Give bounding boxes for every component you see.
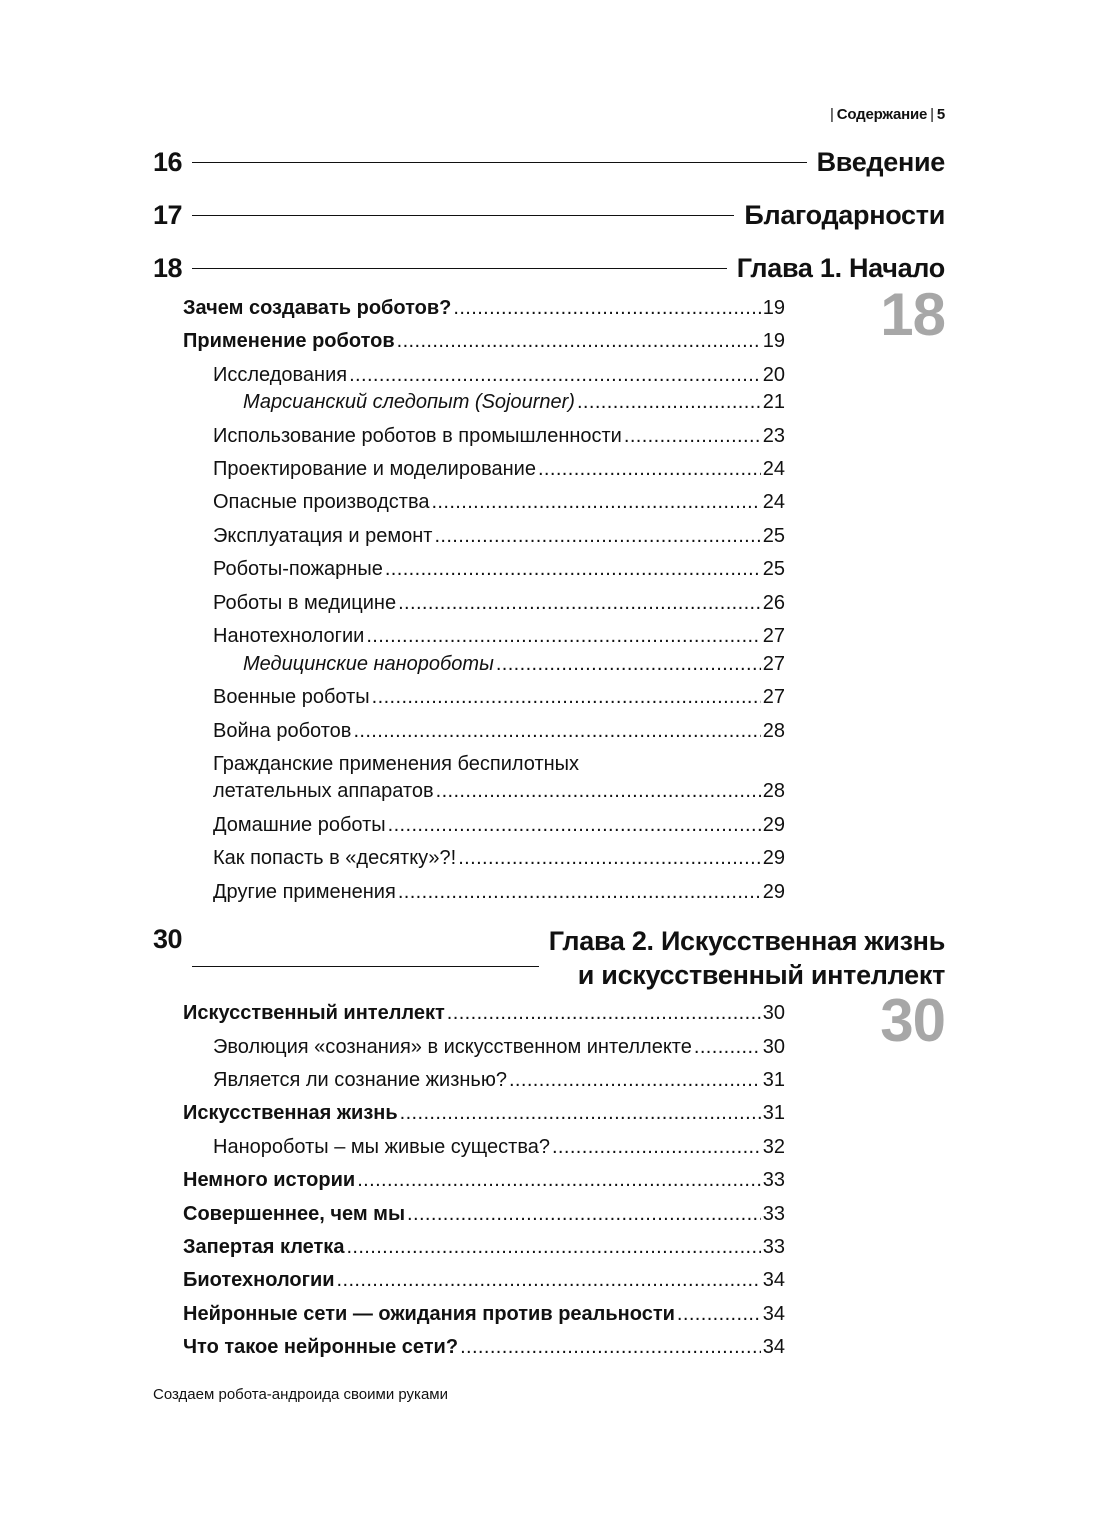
toc-entry-page: 28 xyxy=(762,720,785,742)
toc-entry[interactable] xyxy=(213,1069,785,1091)
toc-entry[interactable] xyxy=(183,1203,785,1225)
toc-entry[interactable] xyxy=(213,881,785,903)
toc-entry-text: Биотехнологии xyxy=(183,1269,335,1291)
dot-leader xyxy=(453,297,760,319)
chapter-page-number: 18 xyxy=(153,253,183,283)
chapter-page-number: 16 xyxy=(153,147,183,177)
toc-entry[interactable] xyxy=(213,1036,785,1058)
toc-entry[interactable] xyxy=(183,330,785,352)
leader-rule xyxy=(192,162,807,163)
dot-leader xyxy=(357,1169,761,1191)
toc-entry-text: Роботы-пожарные xyxy=(213,558,383,580)
toc-entry-text: Совершеннее, чем мы xyxy=(183,1203,406,1225)
toc-entry-text: Искусственная жизнь xyxy=(183,1102,398,1124)
dot-leader xyxy=(431,491,760,513)
toc-entry-page: 19 xyxy=(762,297,785,319)
dot-leader xyxy=(398,881,761,903)
toc-entry[interactable] xyxy=(213,425,785,447)
toc-entry-text: Медицинские нанороботы xyxy=(243,653,494,675)
toc-entry-page: 30 xyxy=(762,1002,785,1024)
toc-entry-text: Искусственный интеллект xyxy=(183,1002,445,1024)
dot-leader xyxy=(552,1136,761,1158)
toc-entry-text: Военные роботы xyxy=(213,686,370,708)
toc-entry-text: Гражданские применения беспилотных xyxy=(213,753,580,775)
toc-entry[interactable] xyxy=(183,297,785,319)
toc-entry[interactable] xyxy=(213,525,785,547)
toc-entry[interactable] xyxy=(213,625,785,647)
toc-entry-text: Эксплуатация и ремонт xyxy=(213,525,433,547)
chapter-title: Глава 1. Начало xyxy=(736,253,945,283)
toc-entry-text: Другие применения xyxy=(213,881,396,903)
dot-leader xyxy=(694,1036,761,1058)
toc-entry[interactable] xyxy=(183,1336,785,1358)
toc-entry[interactable] xyxy=(183,1169,785,1191)
toc-entry[interactable] xyxy=(213,458,785,480)
chapter-big-page-number: 30 xyxy=(880,987,945,1054)
toc-entry-page: 34 xyxy=(762,1303,785,1325)
toc-entry[interactable] xyxy=(183,1102,785,1124)
toc-chapter-acknowledgements[interactable] xyxy=(153,200,945,231)
toc-entry-page: 33 xyxy=(762,1236,785,1258)
toc-entry-text: Применение роботов xyxy=(183,330,395,352)
toc-entry-page: 30 xyxy=(762,1036,785,1058)
running-head: | Содержание | 5 xyxy=(830,106,945,123)
toc-entry-text: Запертая клетка xyxy=(183,1236,345,1258)
toc-entry[interactable] xyxy=(213,364,785,386)
toc-entry-page: 25 xyxy=(762,558,785,580)
chapter-title-line-1: Глава 2. Искусственная жизнь xyxy=(548,926,945,956)
chapter-title-line-2: и искусственный интеллект xyxy=(577,960,945,990)
dot-leader xyxy=(624,425,761,447)
toc-entry-page: 27 xyxy=(762,686,785,708)
chapter-title xyxy=(549,924,945,992)
toc-entry-page: 33 xyxy=(762,1203,785,1225)
dot-leader xyxy=(677,1303,761,1325)
chapter-page-number: 30 xyxy=(153,924,183,954)
dot-leader xyxy=(400,1102,761,1124)
toc-entry-text: Что такое нейронные сети? xyxy=(183,1336,459,1358)
running-head-section: Содержание xyxy=(836,106,928,123)
toc-entry-page: 26 xyxy=(762,592,785,614)
chapter-title: Благодарности xyxy=(744,200,945,230)
dot-leader xyxy=(366,625,760,647)
toc-entry-page: 32 xyxy=(762,1136,785,1158)
dot-leader xyxy=(509,1069,761,1091)
toc-entry-text: Как попасть в «десятку»?! xyxy=(213,847,457,869)
toc-entry-page: 29 xyxy=(762,847,785,869)
toc-entry-text: Нейронные сети — ожидания против реальности xyxy=(183,1303,675,1325)
dot-leader xyxy=(496,653,761,675)
toc-entry[interactable] xyxy=(243,391,785,413)
toc-entry-page: 24 xyxy=(762,458,785,480)
toc-entry-text: Немного истории xyxy=(183,1169,356,1191)
toc-entry-text: Использование роботов в промышленности xyxy=(213,425,622,447)
toc-chapter-1[interactable] xyxy=(153,253,945,284)
dot-leader xyxy=(385,558,761,580)
dot-leader xyxy=(337,1269,761,1291)
leader-rule xyxy=(192,215,734,216)
dot-leader xyxy=(407,1203,761,1225)
toc-entry-page: 31 xyxy=(762,1102,785,1124)
toc-entry[interactable] xyxy=(213,592,785,614)
toc-entry[interactable] xyxy=(183,1236,785,1258)
toc-entry[interactable] xyxy=(213,1136,785,1158)
toc-entry-text: Эволюция «сознания» в искусственном интеллекте xyxy=(213,1036,692,1058)
toc-entry-page: 34 xyxy=(762,1269,785,1291)
chapter-big-page-number: 18 xyxy=(880,281,945,348)
toc-entry-text: Зачем создавать роботов? xyxy=(183,297,452,319)
toc-entry-page: 24 xyxy=(762,491,785,513)
toc-entry-text: Домашние роботы xyxy=(213,814,386,836)
dot-leader xyxy=(388,814,761,836)
toc-entry-text: Опасные производства xyxy=(213,491,430,513)
toc-entry-page: 19 xyxy=(762,330,785,352)
toc-entry-text: Проектирование и моделирование xyxy=(213,458,536,480)
toc-entry-text: Роботы в медицине xyxy=(213,592,397,614)
toc-entry[interactable] xyxy=(243,653,785,675)
toc-entry-text: Марсианский следопыт (Sojourner) xyxy=(243,391,575,413)
toc-entry-page: 27 xyxy=(762,625,785,647)
toc-entry[interactable] xyxy=(183,1303,785,1325)
toc-entry-page: 34 xyxy=(762,1336,785,1358)
toc-entry[interactable] xyxy=(213,780,785,802)
dot-leader xyxy=(349,364,761,386)
dot-leader xyxy=(434,525,760,547)
dot-leader xyxy=(458,847,761,869)
toc-entry-page: 25 xyxy=(762,525,785,547)
dot-leader xyxy=(447,1002,761,1024)
dot-leader xyxy=(353,720,760,742)
leader-rule xyxy=(192,966,539,967)
dot-leader xyxy=(372,686,761,708)
toc-entry-text: Является ли сознание жизнью? xyxy=(213,1069,507,1091)
toc-entry[interactable] xyxy=(213,720,785,742)
running-head-page: 5 xyxy=(936,106,945,123)
toc-entry-page: 28 xyxy=(762,780,785,802)
toc-entry-page: 23 xyxy=(762,425,785,447)
page-footer: Создаем робота-андроида своими руками xyxy=(153,1386,448,1403)
toc-entry[interactable] xyxy=(213,558,785,580)
toc-entry[interactable] xyxy=(213,686,785,708)
toc-entry[interactable] xyxy=(213,491,785,513)
chapter-title: Введение xyxy=(816,147,945,177)
toc-entry[interactable] xyxy=(183,1269,785,1291)
toc-chapter-2[interactable] xyxy=(153,924,945,992)
toc-entry-text: Нанотехнологии xyxy=(213,625,365,647)
toc-entry-page: 27 xyxy=(762,653,785,675)
toc-entry[interactable] xyxy=(183,1002,785,1024)
dot-leader xyxy=(397,330,761,352)
toc-entry[interactable] xyxy=(213,814,785,836)
toc-entry-text: Нанороботы – мы живые существа? xyxy=(213,1136,550,1158)
toc-entry[interactable] xyxy=(213,847,785,869)
toc-entry-text: Война роботов xyxy=(213,720,352,742)
toc-entry-text: летательных аппаратов xyxy=(213,780,434,802)
dot-leader xyxy=(460,1336,761,1358)
dot-leader xyxy=(398,592,761,614)
toc-entry-page: 20 xyxy=(762,364,785,386)
dot-leader xyxy=(346,1236,760,1258)
toc-entry-page: 29 xyxy=(762,881,785,903)
leader-rule xyxy=(192,268,727,269)
toc-entry-text: Исследования xyxy=(213,364,348,386)
dot-leader xyxy=(577,391,761,413)
chapter-page-number: 17 xyxy=(153,200,183,230)
toc-entry-page: 21 xyxy=(762,391,785,413)
dot-leader xyxy=(538,458,761,480)
dot-leader xyxy=(436,780,761,802)
toc-entry-page: 33 xyxy=(762,1169,785,1191)
toc-entry-page: 29 xyxy=(762,814,785,836)
toc-chapter-introduction[interactable] xyxy=(153,147,945,178)
toc-entry-page: 31 xyxy=(762,1069,785,1091)
